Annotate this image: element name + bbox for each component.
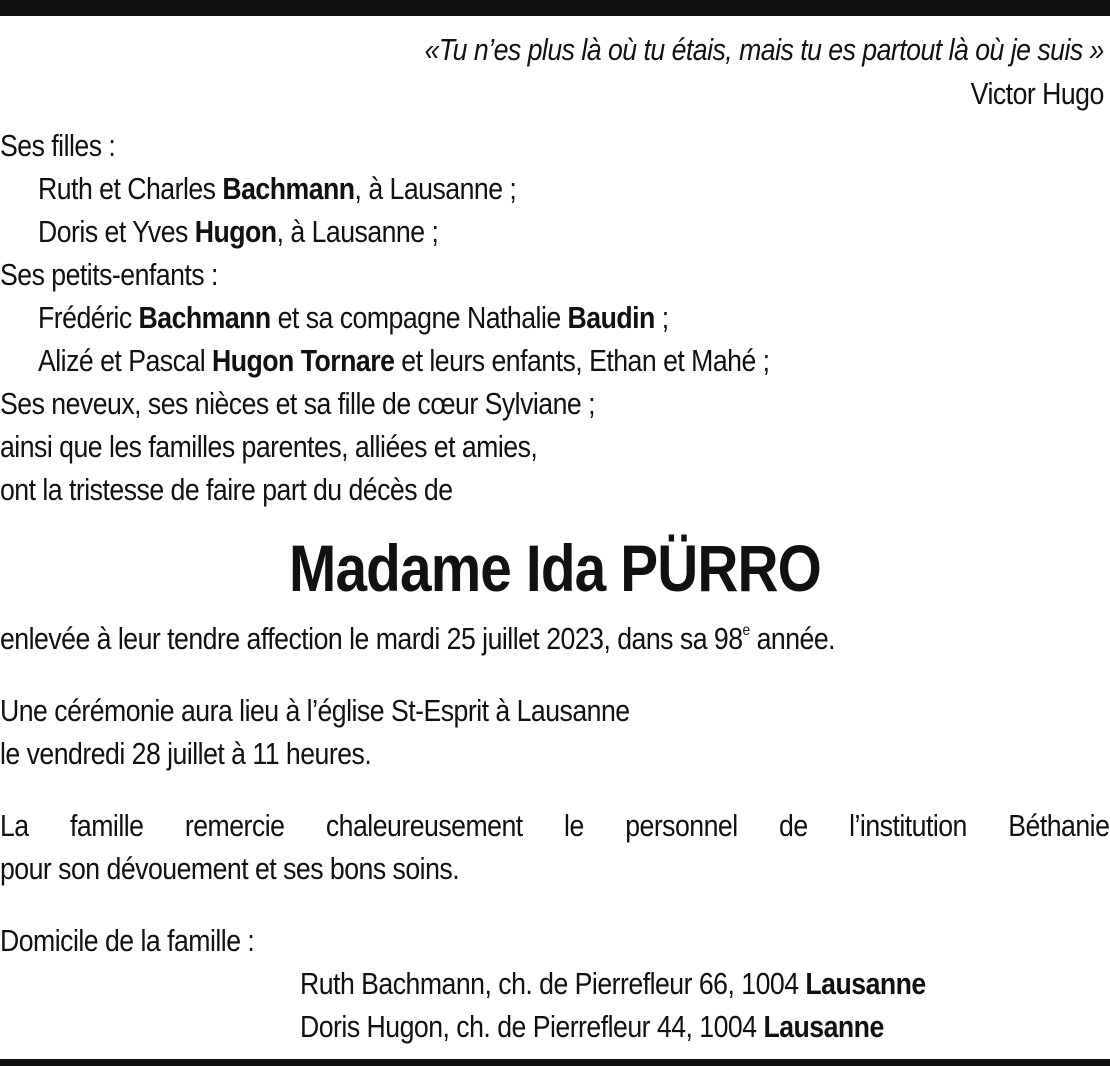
address-line: Doris Hugon, ch. de Pierrefleur 44, 1004 Lausanne [300, 1009, 884, 1044]
address-line: Ruth Bachmann, ch. de Pierrefleur 66, 1004 Lausanne [300, 966, 926, 1001]
deceased-name: Madame Ida PÜRRO [289, 531, 821, 605]
domicile-heading: Domicile de la famille : [0, 923, 255, 958]
epigraph-quote: «Tu n’es plus là où tu étais, mais tu es partout là où je suis » [424, 32, 1104, 67]
relatives-line: Ses neveux, ses nièces et sa fille de cœur Sylviane ; [0, 386, 596, 421]
ceremony-line: Une cérémonie aura lieu à l’église St-Esprit à Lausanne [0, 693, 630, 728]
thanks-line: La famille remercie chaleureusement le personnel de l’institution Béthanie [0, 808, 1110, 843]
grandchild-line: Frédéric Bachmann et sa compagne Nathalie Baudin ; [38, 300, 669, 335]
death-date-line: enlevée à leur tendre affection le mardi 25 juillet 2023, dans sa 98e année. [0, 621, 836, 656]
relatives-line: ainsi que les familles parentes, alliées et amies, [0, 429, 538, 464]
grandchildren-heading: Ses petits-enfants : [0, 257, 218, 292]
ceremony-line: le vendredi 28 juillet à 11 heures. [0, 736, 372, 771]
announcement-line: ont la tristesse de faire part du décès de [0, 472, 453, 507]
epigraph-author: Victor Hugo [970, 76, 1104, 111]
daughters-heading: Ses filles : [0, 128, 116, 163]
bottom-rule [0, 1059, 1110, 1066]
grandchild-line: Alizé et Pascal Hugon Tornare et leurs enfants, Ethan et Mahé ; [38, 343, 770, 378]
daughter-line: Ruth et Charles Bachmann, à Lausanne ; [38, 171, 517, 206]
top-rule [0, 0, 1110, 16]
thanks-line: pour son dévouement et ses bons soins. [0, 851, 460, 886]
daughter-line: Doris et Yves Hugon, à Lausanne ; [38, 214, 439, 249]
